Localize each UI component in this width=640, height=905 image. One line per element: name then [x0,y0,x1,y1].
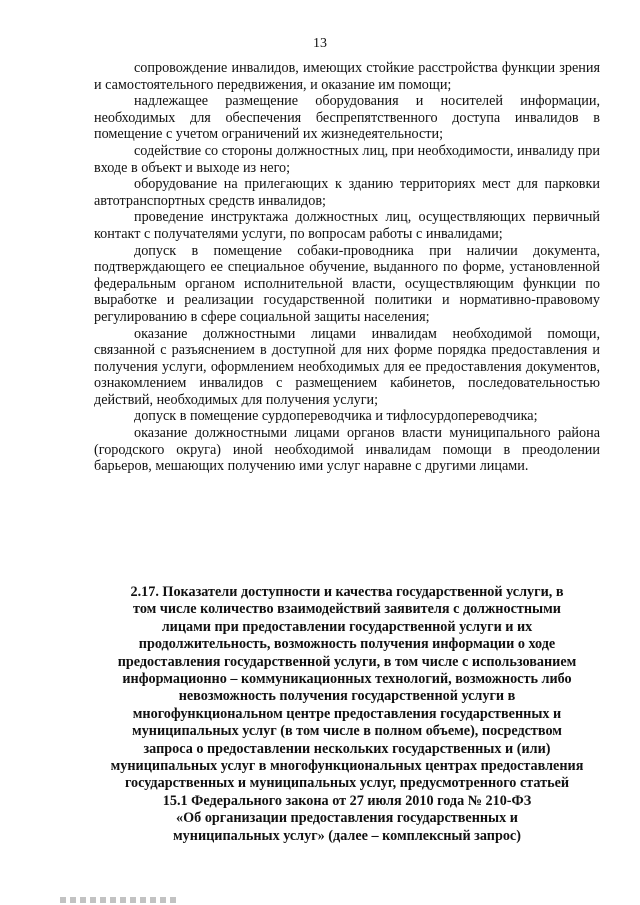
heading-line: многофункциональном центре предоставления государственных и [132,705,562,722]
heading-line: запроса о предоставлении нескольких государственных и (или) [143,740,551,757]
heading-line: муниципальных услуг (в том числе в полном объеме), посредством [132,723,562,740]
heading-line: предоставления государственной услуги, в том числе с использованием [117,653,577,670]
paragraph: проведение инструктажа должностных лиц, осуществляющих первичный контакт с получателями услуги, по вопросам работы с инвалидами; [94,209,600,242]
paragraph: содействие со стороны должностных лиц, при необходимости, инвалиду при входе в объект и выходе из него; [94,142,600,176]
heading-line: 15.1 Федерального закона от 27 июля 2010 года № 210-ФЗ [162,792,532,809]
heading-line: государственных и муниципальных услуг, предусмотренного статьей [124,775,570,792]
body-text [94,60,600,475]
heading-line: муниципальных услуг в многофункциональных центрах предоставления [110,758,584,775]
heading-line: невозможность получения государственной услуги в [178,688,516,705]
page-number: 13 [313,36,327,51]
paragraph: допуск в помещение сурдопереводчика и тифлосурдопереводчика; [134,408,538,425]
paragraph: оборудование на прилегающих к зданию территориях мест для парковки автотранспортных средств инвалидов; [94,176,600,209]
paragraph: надлежащее размещение оборудования и носителей информации, необходимых для обеспечения беспрепятственного доступа инвалидов в помещение с учетом ограничений их жизнедеятельности; [94,93,600,143]
heading-line: 2.17. Показатели доступности и качества государственной услуги, в [130,584,564,600]
paragraph: оказание должностными лицами инвалидам необходимой помощи, связанной с разъяснением в доступной для них форме порядка предоставления и получения услуги, оформлением необходимых для ее предоставления документов, ознакомлением инвалидов с размещением кабинетов, последовательностью действий, необходимых для получения услуги; [94,325,600,408]
scan-artifact [60,897,180,903]
paragraph: оказание должностными лицами органов власти муниципального района (городского округа) иной необходимой инвалидам помощи в преодолении барьеров, мешающих получению ими услуг наравне с другими лицами. [94,425,600,475]
heading-line: том числе количество взаимодействий заявителя с должностными [133,601,561,618]
heading-line: муниципальных услуг» (далее – комплексный запрос) [173,827,521,844]
heading-line: информационно – коммуникационных технологий, возможность либо [122,671,572,688]
section-heading [90,584,604,845]
paragraph: допуск в помещение собаки-проводника при наличии документа, подтверждающего ее специальное обучение, выданного по форме, установленной федеральным органом исполнительной власти, осуществляющим функции по выработке и реализации государственной политики и нормативно-правовому регулированию в сфере социальной защиты населения; [94,242,600,325]
paragraph: сопровождение инвалидов, имеющих стойкие расстройства функции зрения и самостоятельного передвижения, и оказание им помощи; [94,60,600,93]
heading-line: лицами при предоставлении государственной услуги и их [161,618,533,635]
heading-line: продолжительность, возможность получения информации о ходе [138,636,556,653]
heading-line: «Об организации предоставления государственных и [176,810,518,827]
